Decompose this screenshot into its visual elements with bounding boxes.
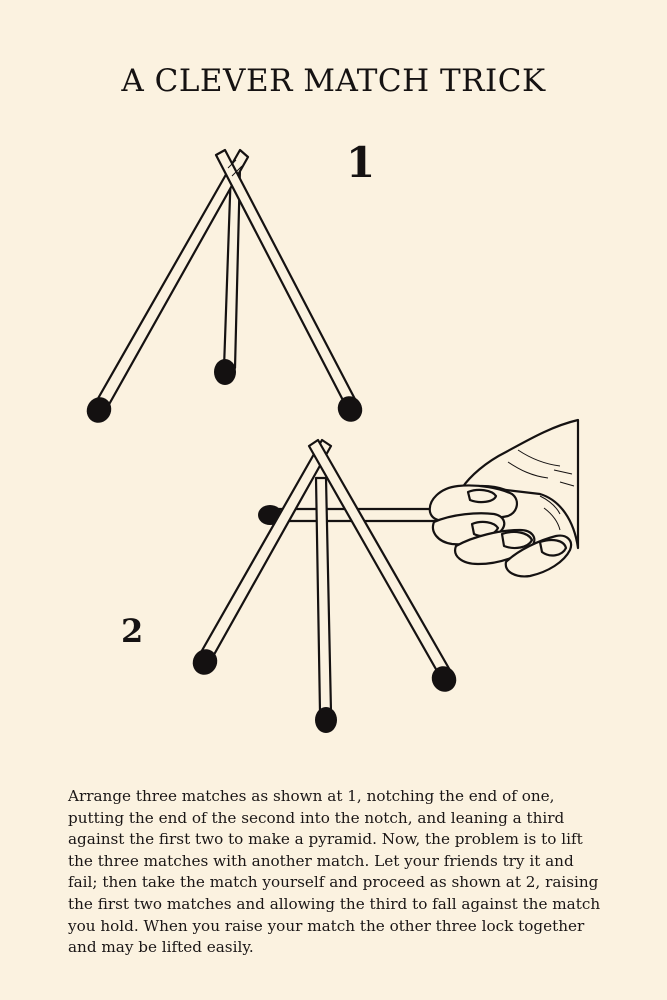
match-1-right [216,150,367,426]
figure-1-label: 1 [346,138,376,187]
caption-line: you hold. When you raise your match the other three lock together [68,916,585,935]
figure-2-lift [188,420,578,733]
caption-line: against the first two to make a pyramid. Now, the problem is to lift [68,830,583,849]
caption-line: putting the end of the second into the notch, and leaning a third [68,808,565,827]
figure-2-label: 2 [121,612,144,650]
caption-line: fail; then take the match yourself and proceed as shown at 2, raising [68,873,599,892]
hand-illustration [430,420,578,576]
page-title: A CLEVER MATCH TRICK [121,62,546,99]
match-1-left [82,150,248,427]
caption-line: and may be lifted easily. [68,938,254,957]
figure-1-pyramid [82,150,367,427]
instructions-paragraph [68,786,616,959]
caption-line: Arrange three matches as shown at 1, notching the end of one, [68,787,555,805]
caption-line: the first two matches and allowing the third to fall against the match [68,894,601,913]
match-2-right [309,440,461,696]
match-2-left [188,440,331,679]
caption-line: the three matches with another match. Let your friends try it and [68,851,574,870]
